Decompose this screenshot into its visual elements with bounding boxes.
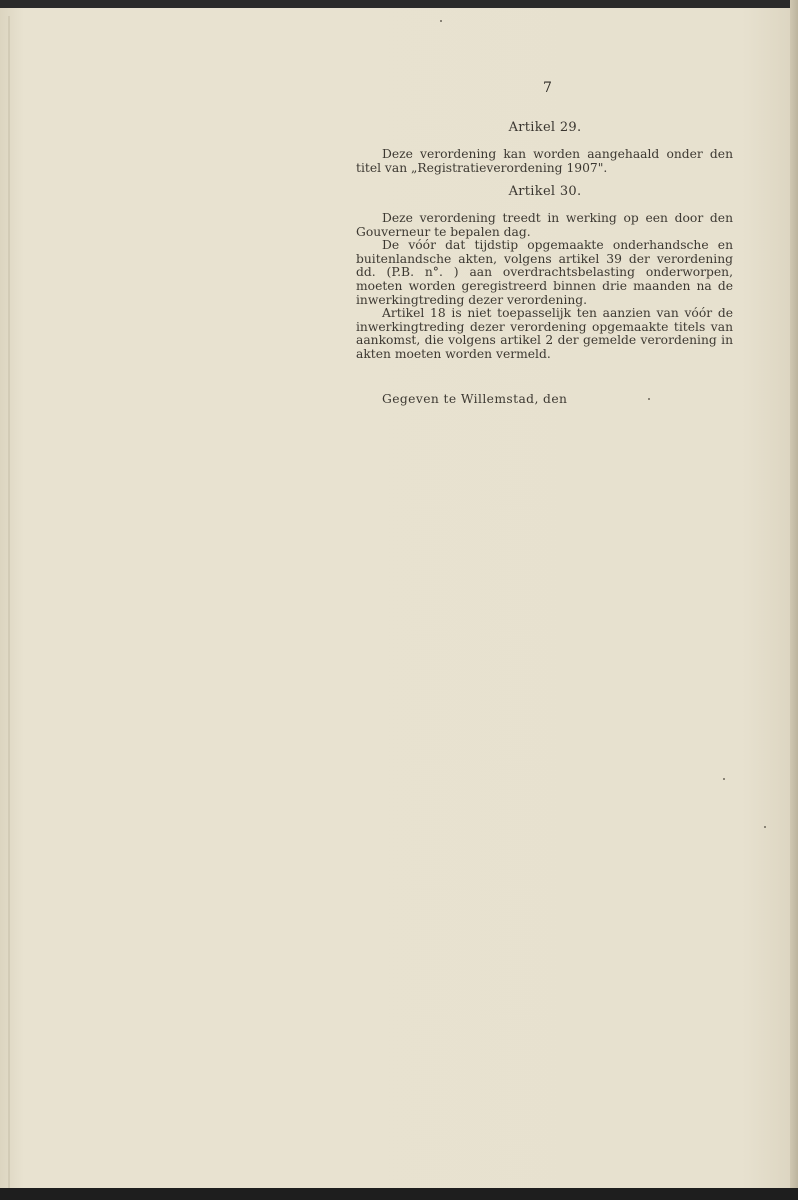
article-29-heading: Artikel 29. bbox=[508, 120, 582, 135]
speck bbox=[764, 826, 766, 828]
speck bbox=[648, 398, 650, 400]
page-number: 7 bbox=[543, 80, 552, 96]
closing-line: Gegeven te Willemstad, den bbox=[382, 392, 568, 406]
article-30-paragraph-1: Deze verordening treedt in werking op een door den Gouverneur te bepalen dag. bbox=[356, 211, 733, 239]
page-fold bbox=[8, 16, 10, 1196]
article-29-paragraph: Deze verordening kan worden aangehaald onder den titel van „Registratieverordening 1907". bbox=[356, 147, 733, 175]
document-page bbox=[0, 8, 790, 1188]
speck bbox=[440, 20, 442, 22]
article-30-body bbox=[356, 212, 733, 362]
article-30-paragraph-3: Artikel 18 is niet toepasselijk ten aanzien van vóór de inwerkingtreding dezer verordening opgemaakte titels van aankomst, die volgens artikel 2 der gemelde verordening in akten moeten worden vermeld. bbox=[356, 306, 733, 361]
article-30-paragraph-2: De vóór dat tijdstip opgemaakte onderhandsche en buitenlandsche akten, volgens artikel 39 der verordening dd. (P.B. n°. ) aan overdrachtsbelasting onderworpen, moeten worden geregistreerd binnen drie maanden na de inwerkingtreding dezer verordening. bbox=[356, 238, 733, 307]
page-edge-right bbox=[790, 0, 798, 1200]
article-29-body bbox=[356, 148, 733, 175]
article-30-heading: Artikel 30. bbox=[508, 184, 582, 199]
page-edge-bottom bbox=[0, 1188, 798, 1200]
speck bbox=[723, 778, 725, 780]
